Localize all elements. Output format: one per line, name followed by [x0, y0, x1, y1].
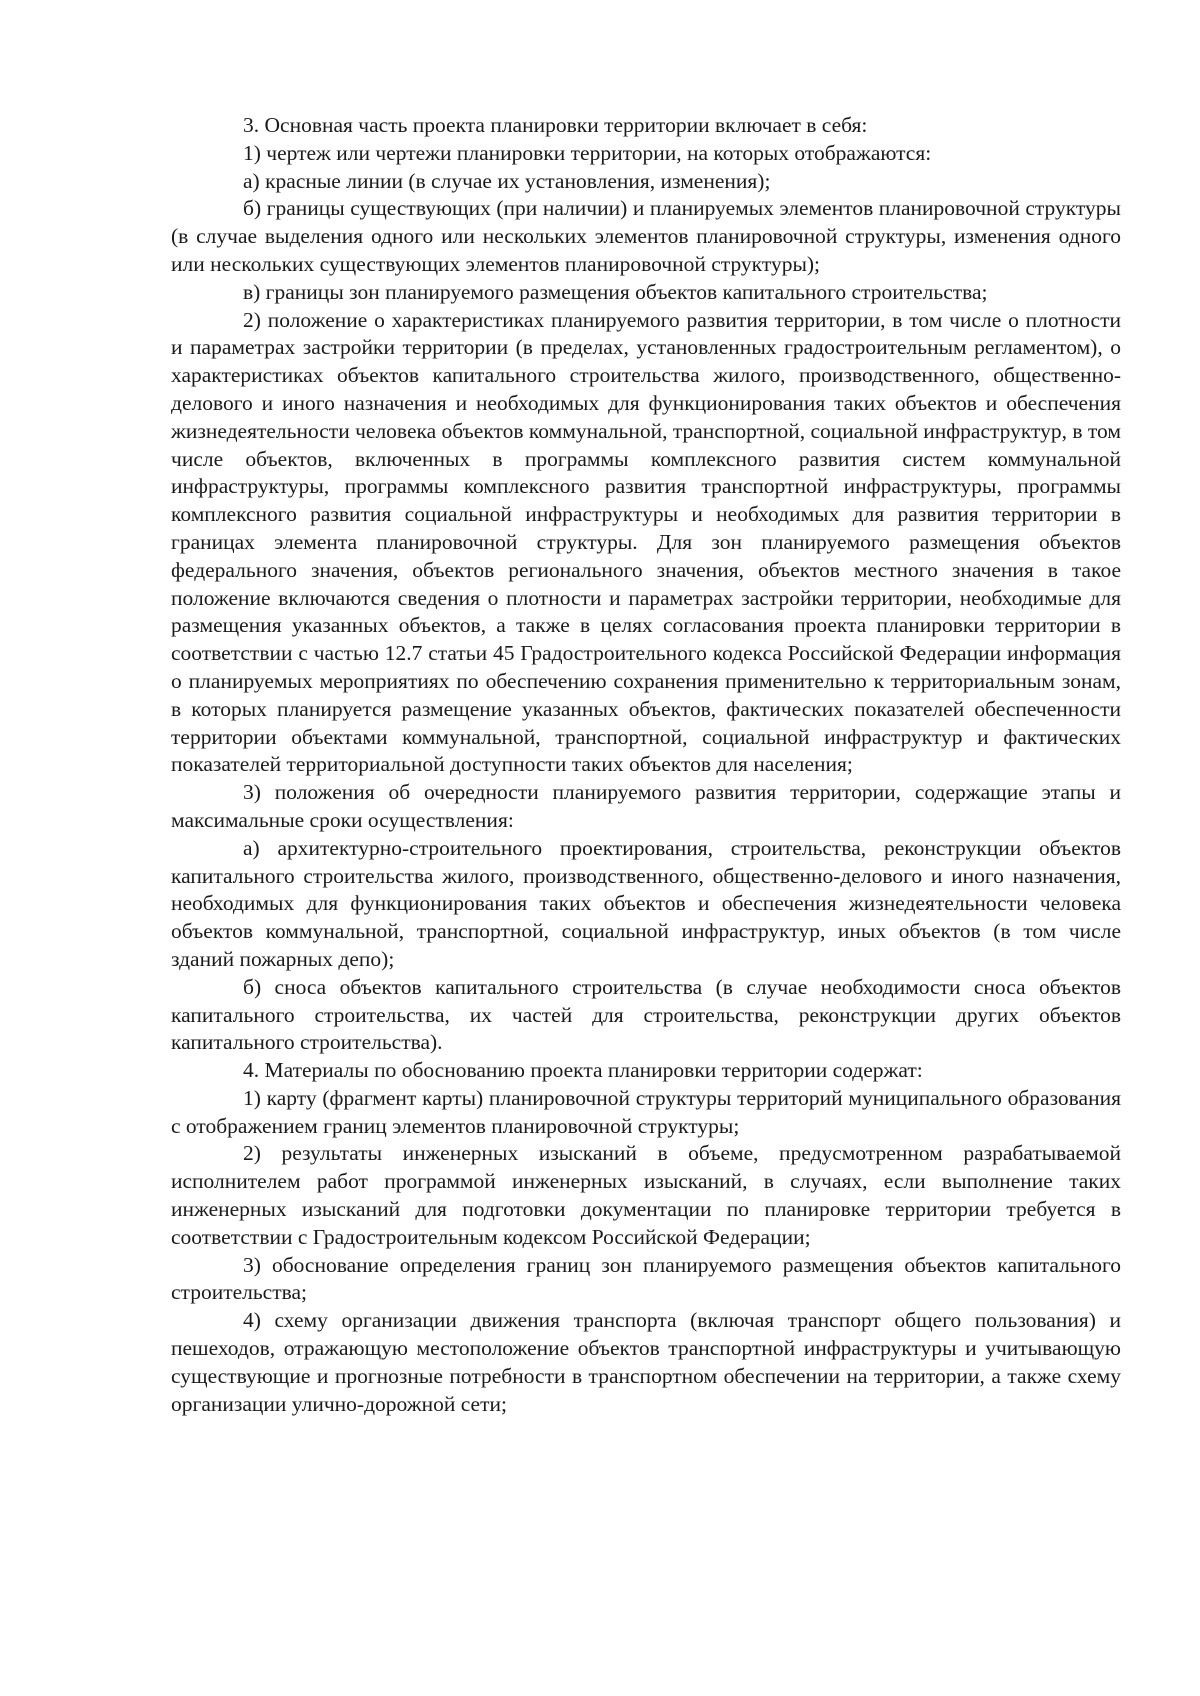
paragraph-3-1-drawings: 1) чертеж или чертежи планировки территории, на которых отображаются: [243, 140, 932, 165]
paragraph-4-materials: 4. Материалы по обоснованию проекта планировки территории содержат: [243, 1058, 923, 1083]
paragraph-3-main-part: 3. Основная часть проекта планировки территории включает в себя: [243, 113, 868, 137]
document-text [171, 112, 1121, 1418]
paragraph-4-1-map: 1) карту (фрагмент карты) планировочной структуры территорий муниципального образования с отображением границ элементов планировочной структуры; [171, 1085, 1121, 1138]
paragraph-3-1-v: в) границы зон планируемого размещения объектов капитального строительства; [243, 279, 988, 304]
paragraph-4-3-justification: 3) обоснование определения границ зон планируемого размещения объектов капитального строительства; [171, 1252, 1121, 1305]
paragraph-3-1-a: а) красные линии (в случае их установления, изменения); [243, 168, 771, 193]
paragraph-3-2-provision: 2) положение о характеристиках планируемого развития территории, в том числе о плотности и параметрах застройки территории (в пределах, установленных градостроительным регламентом), о характеристиках объектов капитального строительства жилого, производственного, общественно-делового и иного назначения и необходимых для функционирования таких объектов и обеспечения жизнедеятельности человека объектов коммунальной, транспортной, социальной инфраструктур, в том числе объектов, включенных в программы комплексного развития систем коммунальной инфраструктуры, программы комплексного развития транспортной инфраструктуры, программы комплексного развития социальной инфраструктуры и необходимых для развития территории в границах элемента планировочной структуры. Для зон планируемого размещения объектов федерального значения, объектов регионального значения, объектов местного значения в такое положение включаются сведения о плотности и параметрах застройки территории, необходимые для размещения указанных объектов, а также в целях согласования проекта планировки территории в соответствии с частью 12.7 статьи 45 Градостроительного кодекса Российской Федерации информация о планируемых мероприятиях по обеспечению сохранения применительно к территориальным зонам, в которых планируется размещение указанных объектов, фактических показателей обеспеченности территории объектами коммунальной, транспортной, социальной инфраструктур и фактических показателей территориальной доступности таких объектов для населения; [171, 307, 1121, 777]
paragraph-3-3-phasing: 3) положения об очередности планируемого развития территории, содержащие этапы и максимальные сроки осуществления: [171, 780, 1121, 832]
paragraph-3-3-a: а) архитектурно-строительного проектирования, строительства, реконструкции объектов капитального строительства жилого, производственного, общественно-делового и иного назначения, необходимых для функционирования таких объектов и обеспечения жизнедеятельности человека объектов коммунальной, транспортной, социальной инфраструктур, иных объектов (в том числе зданий пожарных депо); [171, 835, 1121, 971]
paragraph-4-4-traffic-scheme: 4) схему организации движения транспорта (включая транспорт общего пользования) и пешеходов, отражающую местоположение объектов транспортной инфраструктуры и учитывающую существующие и прогнозные потребности в транспортном обеспечении на территории, а также схему организации улично-дорожной сети; [171, 1308, 1121, 1416]
paragraph-4-2-surveys: 2) результаты инженерных изысканий в объеме, предусмотренном разрабатываемой исполнителем работ программой инженерных изысканий, в случаях, если выполнение таких инженерных изысканий для подготовки документации по планировке территории требуется в соответствии с Градостроительным кодексом Российской Федерации; [171, 1141, 1121, 1249]
paragraph-3-1-b: б) границы существующих (при наличии) и планируемых элементов планировочной структуры (в случае выделения одного или нескольких элементов планировочной структуры, изменения одного или нескольких существующих элементов планировочной структуры); [171, 196, 1121, 276]
paragraph-3-3-b: б) сноса объектов капитального строительства (в случае необходимости сноса объектов капитального строительства, их частей для строительства, реконструкции других объектов капитального строительства). [171, 974, 1121, 1055]
